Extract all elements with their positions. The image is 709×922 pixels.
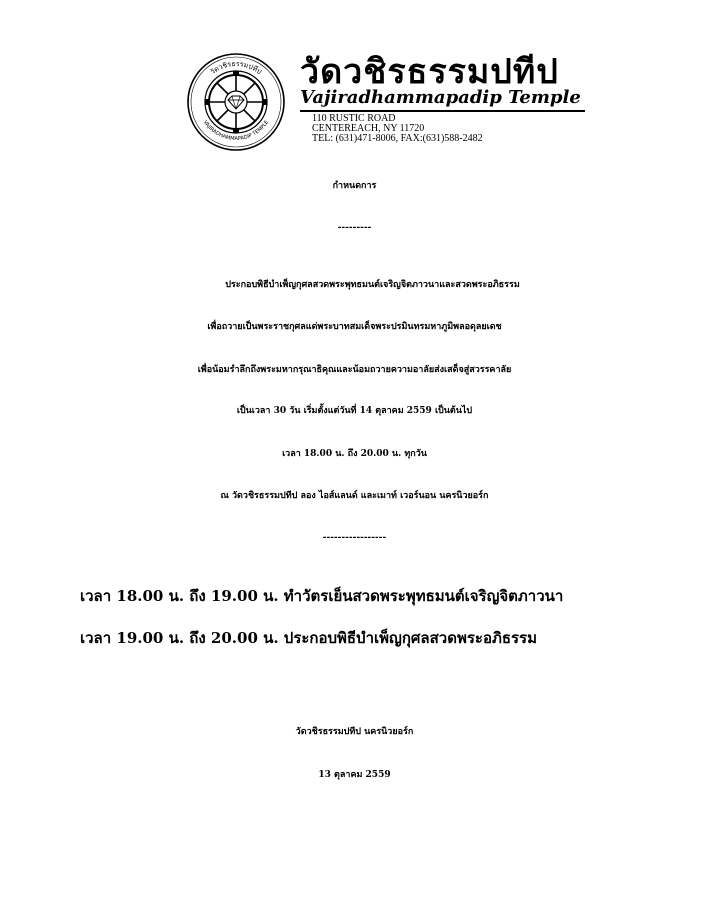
- divider: ---------: [337, 223, 372, 233]
- body-line: เพื่อน้อมรำลึกถึงพระมหากรุณาธิคุณและน้อมถวายความอาลัยส่งเสด็จสู่สวรรคาลัย: [197, 365, 512, 375]
- seal-bottom-text: VAJIRADHAMMAPADIP TEMPLE: [201, 119, 271, 143]
- body-line: เป็นเวลา 30 วัน เริ่มตั้งแต่วันที่ 14 ตุลาคม 2559 เป็นต้นไป: [236, 406, 473, 416]
- temple-name-thai: วัดวชิรธรรมปทีป: [300, 52, 559, 92]
- temple-name-english: Vajiradhammapadip Temple: [300, 86, 585, 112]
- temple-seal: [186, 52, 286, 152]
- schedule-item: เวลา 18.00 น. ถึง 19.00 น. ทำวัตรเย็นสวดพระพุทธมนต์เจริญจิตภาวนา: [80, 587, 564, 605]
- seal-top-text: วัดวชิรธรรมปทีป: [208, 59, 264, 77]
- divider: -----------------: [322, 533, 387, 543]
- phone-fax: TEL: (631)471-8006, FAX:(631)588-2482: [312, 133, 483, 144]
- heading: กำหนดการ: [332, 181, 377, 191]
- letterhead: [186, 52, 581, 152]
- dharma-wheel-icon: [186, 52, 286, 152]
- address-street: 110 RUSTIC ROAD: [312, 113, 396, 124]
- body-line: ประกอบพิธีบำเพ็ญกุศลสวดพระพุทธมนต์เจริญจิตภาวนาและสวดพระอภิธรรม: [225, 280, 520, 290]
- address-city: CENTEREACH, NY 11720: [312, 123, 425, 134]
- document-date: 13 ตุลาคม 2559: [318, 770, 391, 780]
- signature: วัดวชิรธรรมปทีป นครนิวยอร์ก: [295, 727, 414, 737]
- body-line: เวลา 18.00 น. ถึง 20.00 น. ทุกวัน: [282, 449, 427, 459]
- body-line: เพื่อถวายเป็นพระราชกุศลแด่พระบาทสมเด็จพระปรมินทรมหาภูมิพลอดุลยเดช: [207, 322, 502, 332]
- body-line: ณ วัดวชิรธรรมปทีป ลอง ไอส์แลนด์ และเมาท์ เวอร์นอน นครนิวยอร์ก: [220, 491, 489, 501]
- schedule-item: เวลา 19.00 น. ถึง 20.00 น. ประกอบพิธีบำเพ็ญกุศลสวดพระอภิธรรม: [80, 629, 537, 647]
